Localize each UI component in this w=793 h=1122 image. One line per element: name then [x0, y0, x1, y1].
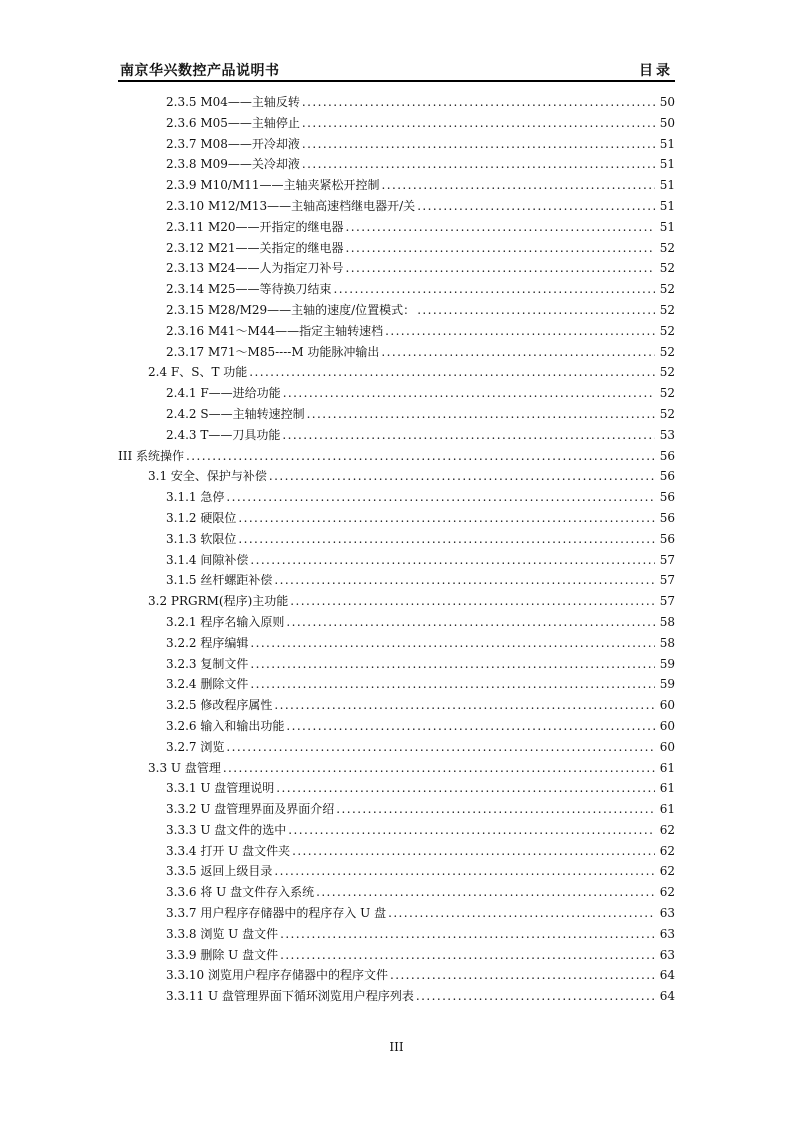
toc-entry[interactable] [118, 487, 675, 508]
toc-entry[interactable] [118, 861, 675, 882]
toc-entry-title: 3.1.4 间隙补偿 [166, 552, 249, 567]
toc-entry[interactable] [118, 986, 675, 1007]
toc-entry-title: 2.3.6 M05——主轴停止 [166, 115, 300, 130]
toc-entry[interactable] [118, 799, 675, 820]
header-rule [118, 80, 675, 82]
toc-leader-dots [416, 986, 655, 1007]
toc-entry[interactable] [118, 508, 675, 529]
toc-leader-dots [390, 965, 655, 986]
toc-entry[interactable] [118, 570, 675, 591]
toc-entry-title: 2.3.16 M41～M44——指定主轴转速档 [166, 323, 384, 338]
toc-entry-page: 51 [659, 198, 675, 213]
toc-entry-page: 52 [659, 282, 675, 297]
toc-entry-title: 2.3.17 M71～M85----M 功能脉冲输出 [166, 344, 380, 359]
toc-leader-dots [282, 425, 655, 446]
toc-entry-page: 52 [659, 302, 675, 317]
toc-entry-title: 3.1.3 软限位 [166, 531, 237, 546]
toc-entry-title: 2.3.11 M20——开指定的继电器 [166, 219, 344, 234]
toc-entry-page: 63 [659, 947, 675, 962]
toc-entry-title: 3.1.1 急停 [166, 490, 225, 505]
toc-leader-dots [226, 737, 655, 758]
toc-entry-title: 2.3.10 M12/M13——主轴高速档继电器开/关 [166, 198, 416, 213]
toc-leader-dots [381, 342, 655, 363]
toc-entry-title: III 系统操作 [118, 448, 185, 463]
toc-entry-title: 3.3.9 删除 U 盘文件 [166, 947, 279, 962]
toc-leader-dots [302, 113, 655, 134]
toc-entry-title: 3.3.7 用户程序存储器中的程序存入 U 盘 [166, 906, 387, 921]
toc-entry-page: 52 [659, 323, 675, 338]
toc-leader-dots [417, 196, 655, 217]
toc-entry-page: 60 [659, 739, 675, 754]
toc-leader-dots [336, 799, 655, 820]
toc-leader-dots [274, 861, 655, 882]
toc-leader-dots [286, 612, 655, 633]
toc-entry[interactable] [118, 154, 675, 175]
toc-entry-page: 59 [659, 656, 675, 671]
toc-entry-page: 62 [659, 843, 675, 858]
toc-entry-title: 3.2.1 程序名输入原则 [166, 614, 285, 629]
toc-entry[interactable] [118, 737, 675, 758]
toc-entry-page: 57 [659, 552, 675, 567]
toc-entry-title: 2.3.14 M25——等待换刀结束 [166, 282, 332, 297]
toc-leader-dots [283, 383, 655, 404]
toc-entry[interactable] [118, 529, 675, 550]
toc-entry-page: 59 [659, 677, 675, 692]
toc-leader-dots [302, 134, 655, 155]
toc-entry[interactable] [118, 820, 675, 841]
toc-entry[interactable] [118, 134, 675, 155]
toc-entry[interactable] [118, 778, 675, 799]
toc-leader-dots [292, 841, 655, 862]
toc-entry-title: 2.3.12 M21——关指定的继电器 [166, 240, 344, 255]
toc-leader-dots [388, 903, 655, 924]
toc-entry-page: 56 [659, 469, 675, 484]
toc-leader-dots [238, 529, 655, 550]
toc-entry-title: 2.4 F、S、T 功能 [148, 365, 248, 380]
toc-entry-page: 51 [659, 219, 675, 234]
toc-entry[interactable] [118, 633, 675, 654]
toc-entry-page: 52 [659, 386, 675, 401]
toc-entry[interactable] [118, 674, 675, 695]
toc-entry-title: 3.3.4 打开 U 盘文件夹 [166, 843, 291, 858]
toc-leader-dots [307, 404, 655, 425]
toc-entry-page: 56 [659, 448, 675, 463]
toc-entry-page: 60 [659, 718, 675, 733]
toc-entry[interactable] [118, 196, 675, 217]
toc-entry-page: 63 [659, 926, 675, 941]
toc-entry-title: 3.3.3 U 盘文件的选中 [166, 822, 287, 837]
toc-entry[interactable] [118, 591, 675, 612]
toc-entry[interactable] [118, 550, 675, 571]
toc-entry-title: 3.1 安全、保护与补偿 [148, 469, 267, 484]
toc-entry[interactable] [118, 466, 675, 487]
toc-entry-title: 3.3.10 浏览用户程序存储器中的程序文件 [166, 968, 388, 983]
toc-entry-page: 56 [659, 531, 675, 546]
toc-leader-dots [223, 758, 655, 779]
toc-entry-title: 2.4.1 F——进给功能 [166, 386, 281, 401]
toc-leader-dots [302, 92, 655, 113]
toc-entry[interactable] [118, 362, 675, 383]
toc-entry-title: 3.2.7 浏览 [166, 739, 225, 754]
toc-leader-dots [269, 466, 655, 487]
toc-entry-page: 52 [659, 365, 675, 380]
toc-entry-page: 53 [659, 427, 675, 442]
toc-entry-page: 51 [659, 157, 675, 172]
toc-entry[interactable] [118, 945, 675, 966]
page-header [118, 58, 675, 80]
toc-entry[interactable] [118, 758, 675, 779]
toc-leader-dots [250, 674, 655, 695]
toc-entry[interactable] [118, 238, 675, 259]
toc-entry-page: 62 [659, 885, 675, 900]
toc-entry-page: 51 [659, 178, 675, 193]
toc-leader-dots [250, 633, 655, 654]
toc-entry[interactable] [118, 716, 675, 737]
toc-leader-dots [346, 217, 655, 238]
toc-entry-title: 3.1.2 硬限位 [166, 510, 237, 525]
toc-leader-dots [250, 550, 655, 571]
toc-entry-title: 3.3.5 返回上级目录 [166, 864, 273, 879]
toc-entry-title: 2.4.2 S——主轴转速控制 [166, 406, 305, 421]
toc-entry-page: 50 [659, 115, 675, 130]
toc-leader-dots [226, 487, 655, 508]
toc-entry-page: 63 [659, 906, 675, 921]
toc-entry-title: 3.2.6 输入和输出功能 [166, 718, 285, 733]
toc-entry[interactable] [118, 279, 675, 300]
toc-entry-title: 3.1.5 丝杆螺距补偿 [166, 573, 273, 588]
toc-entry[interactable] [118, 446, 675, 467]
toc-leader-dots [286, 716, 655, 737]
toc-leader-dots [274, 570, 655, 591]
toc-entry-title: 2.4.3 T——刀具功能 [166, 427, 281, 442]
toc-leader-dots [274, 695, 655, 716]
toc-leader-dots [346, 238, 655, 259]
toc-entry-page: 58 [659, 614, 675, 629]
toc-leader-dots [346, 258, 655, 279]
toc-entry[interactable] [118, 965, 675, 986]
toc-leader-dots [385, 321, 655, 342]
toc-entry-page: 52 [659, 240, 675, 255]
toc-entry-page: 52 [659, 406, 675, 421]
toc-leader-dots [290, 591, 655, 612]
toc-entry[interactable] [118, 404, 675, 425]
toc-entry-page: 62 [659, 864, 675, 879]
toc-entry-page: 60 [659, 698, 675, 713]
toc-leader-dots [382, 175, 655, 196]
toc-entry-title: 2.3.15 M28/M29——主轴的速度/位置模式： [166, 302, 416, 317]
toc-entry-title: 3.3 U 盘管理 [148, 760, 221, 775]
toc-entry-title: 2.3.8 M09——关冷却液 [166, 157, 300, 172]
toc-entry-title: 3.3.11 U 盘管理界面下循环浏览用户程序列表 [166, 989, 414, 1004]
toc-entry[interactable] [118, 217, 675, 238]
toc-entry-title: 3.3.2 U 盘管理界面及界面介绍 [166, 802, 335, 817]
toc-entry[interactable] [118, 321, 675, 342]
toc-entry-page: 51 [659, 136, 675, 151]
toc-entry[interactable] [118, 113, 675, 134]
toc-entry-page: 58 [659, 635, 675, 650]
toc-entry-page: 56 [659, 490, 675, 505]
toc-entry[interactable] [118, 92, 675, 113]
table-of-contents [118, 92, 675, 1007]
toc-entry-title: 3.3.8 浏览 U 盘文件 [166, 926, 279, 941]
toc-leader-dots [280, 945, 655, 966]
toc-leader-dots [417, 300, 655, 321]
toc-leader-dots [249, 362, 655, 383]
toc-entry[interactable] [118, 841, 675, 862]
toc-entry-page: 50 [659, 95, 675, 109]
toc-entry[interactable] [118, 300, 675, 321]
toc-leader-dots [288, 820, 655, 841]
toc-entry-title: 3.2.4 删除文件 [166, 677, 249, 692]
toc-entry-title: 3.2.5 修改程序属性 [166, 698, 273, 713]
toc-entry-title: 3.2.3 复制文件 [166, 656, 249, 671]
toc-entry[interactable] [118, 882, 675, 903]
toc-leader-dots [334, 279, 655, 300]
toc-entry[interactable] [118, 695, 675, 716]
toc-entry-page: 57 [659, 594, 675, 609]
document-title: 南京华兴数控产品说明书 [120, 63, 280, 79]
toc-entry[interactable] [118, 258, 675, 279]
toc-entry-title: 3.3.1 U 盘管理说明 [166, 781, 275, 796]
toc-entry[interactable] [118, 654, 675, 675]
toc-entry[interactable] [118, 612, 675, 633]
toc-entry-page: 62 [659, 822, 675, 837]
toc-entry-title: 3.2.2 程序编辑 [166, 635, 249, 650]
toc-entry-page: 64 [659, 989, 675, 1004]
page-number: III [389, 1040, 404, 1054]
toc-entry[interactable] [118, 342, 675, 363]
toc-leader-dots [186, 446, 655, 467]
toc-entry[interactable] [118, 175, 675, 196]
toc-entry[interactable] [118, 903, 675, 924]
toc-entry[interactable] [118, 383, 675, 404]
toc-entry-page: 52 [659, 344, 675, 359]
toc-entry-page: 57 [659, 573, 675, 588]
toc-leader-dots [280, 924, 655, 945]
toc-entry[interactable] [118, 924, 675, 945]
toc-leader-dots [302, 154, 655, 175]
toc-leader-dots [238, 508, 655, 529]
toc-entry-title: 2.3.13 M24——人为指定刀补号 [166, 261, 344, 276]
toc-entry[interactable] [118, 425, 675, 446]
toc-entry-page: 56 [659, 510, 675, 525]
toc-entry-title: 2.3.5 M04——主轴反转 [166, 95, 300, 109]
toc-entry-page: 61 [659, 802, 675, 817]
toc-leader-dots [276, 778, 655, 799]
toc-entry-page: 52 [659, 261, 675, 276]
toc-entry-title: 2.3.9 M10/M11——主轴夹紧松开控制 [166, 178, 380, 193]
toc-leader-dots [316, 882, 655, 903]
section-title: 目录 [639, 63, 673, 79]
toc-leader-dots [250, 654, 655, 675]
toc-entry-title: 2.3.7 M08——开冷却液 [166, 136, 300, 151]
toc-entry-title: 3.3.6 将 U 盘文件存入系统 [166, 885, 315, 900]
toc-entry-page: 61 [659, 760, 675, 775]
toc-entry-page: 64 [659, 968, 675, 983]
toc-entry-title: 3.2 PRGRM(程序)主功能 [148, 594, 289, 609]
toc-entry-page: 61 [659, 781, 675, 796]
